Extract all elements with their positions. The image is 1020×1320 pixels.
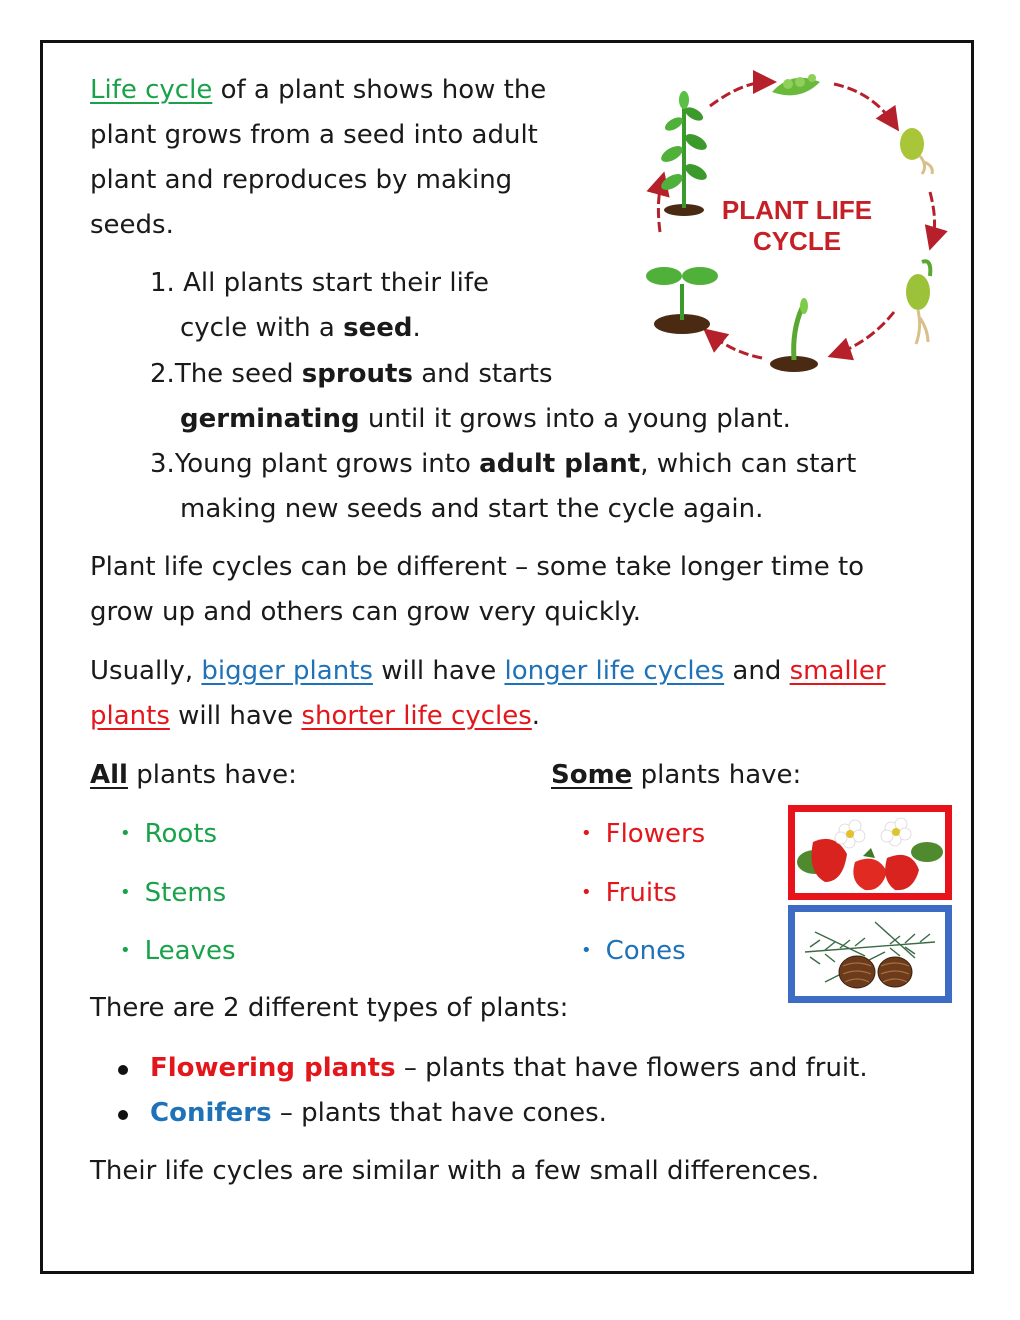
step-1-line-1: 1. All plants start their life — [150, 268, 489, 298]
different-line-1: Plant life cycles can be different – some take longer time to — [90, 552, 865, 582]
some-plants-item: • Cones — [581, 936, 686, 966]
seed-pod-icon — [772, 74, 820, 95]
conifers-line: Conifers – plants that have cones. — [150, 1098, 607, 1128]
flowering-plants-line: Flowering plants – plants that have flowers and fruit. — [150, 1053, 868, 1083]
all-plants-item: • Stems — [120, 878, 227, 908]
step-3-line-1: 3.Young plant grows into adult plant, which can start — [150, 449, 857, 479]
seed-root-icon — [900, 128, 932, 174]
conifers-term: Conifers — [150, 1098, 272, 1128]
intro-line-3: plant and reproduces by making — [90, 165, 513, 195]
life-cycle-term: Life cycle — [90, 75, 213, 105]
flowering-plants-term: Flowering plants — [150, 1053, 396, 1083]
bigger-plants-term: bigger plants — [201, 656, 373, 686]
adult-plant-icon — [659, 91, 710, 216]
bullet-dot — [118, 1065, 128, 1075]
diagram-title-line-1: PLANT LIFE — [721, 195, 873, 225]
bullet-dot — [118, 1110, 128, 1120]
all-plants-item: • Leaves — [120, 936, 236, 966]
pine-cones-photo — [788, 905, 952, 1003]
intro-line-1: Life cycle of a plant shows how the — [90, 75, 547, 105]
sprouting-seed-icon — [906, 261, 930, 344]
different-line-2: grow up and others can grow very quickly. — [90, 597, 642, 627]
intro-line-2: plant grows from a seed into adult — [90, 120, 538, 150]
some-plants-heading: Some plants have: — [551, 760, 802, 790]
usually-line-1: Usually, bigger plants will have longer life cycles and smaller — [90, 656, 886, 686]
all-plants-item: • Roots — [120, 819, 218, 849]
all-plants-heading: All plants have: — [90, 760, 297, 790]
strawberry-image — [795, 812, 945, 893]
intro-line-4: seeds. — [90, 210, 174, 240]
some-plants-item: • Fruits — [581, 878, 677, 908]
strawberry-photo — [788, 805, 952, 900]
types-intro: There are 2 different types of plants: — [90, 993, 569, 1023]
plants-term: plants — [90, 701, 170, 731]
step-3-line-2: making new seeds and start the cycle again. — [180, 494, 764, 524]
longer-life-cycles-term: longer life cycles — [504, 656, 725, 686]
seedling-icon — [646, 267, 718, 334]
smaller-term: smaller — [789, 656, 886, 686]
pine-cones-image — [795, 912, 945, 996]
step-2-line-1: 2.The seed sprouts and starts — [150, 359, 553, 389]
young-sprout-icon — [770, 298, 818, 372]
diagram-title-line-2: CYCLE — [752, 226, 842, 256]
shorter-life-cycles-term: shorter life cycles — [301, 701, 532, 731]
step-2-line-2: germinating until it grows into a young plant. — [180, 404, 791, 434]
plant-life-cycle-diagram — [622, 62, 952, 382]
usually-line-2: plants will have shorter life cycles. — [90, 701, 541, 731]
step-1-line-2: cycle with a seed. — [180, 313, 421, 343]
closing-sentence: Their life cycles are similar with a few small differences. — [90, 1156, 820, 1186]
some-plants-item: • Flowers — [581, 819, 706, 849]
